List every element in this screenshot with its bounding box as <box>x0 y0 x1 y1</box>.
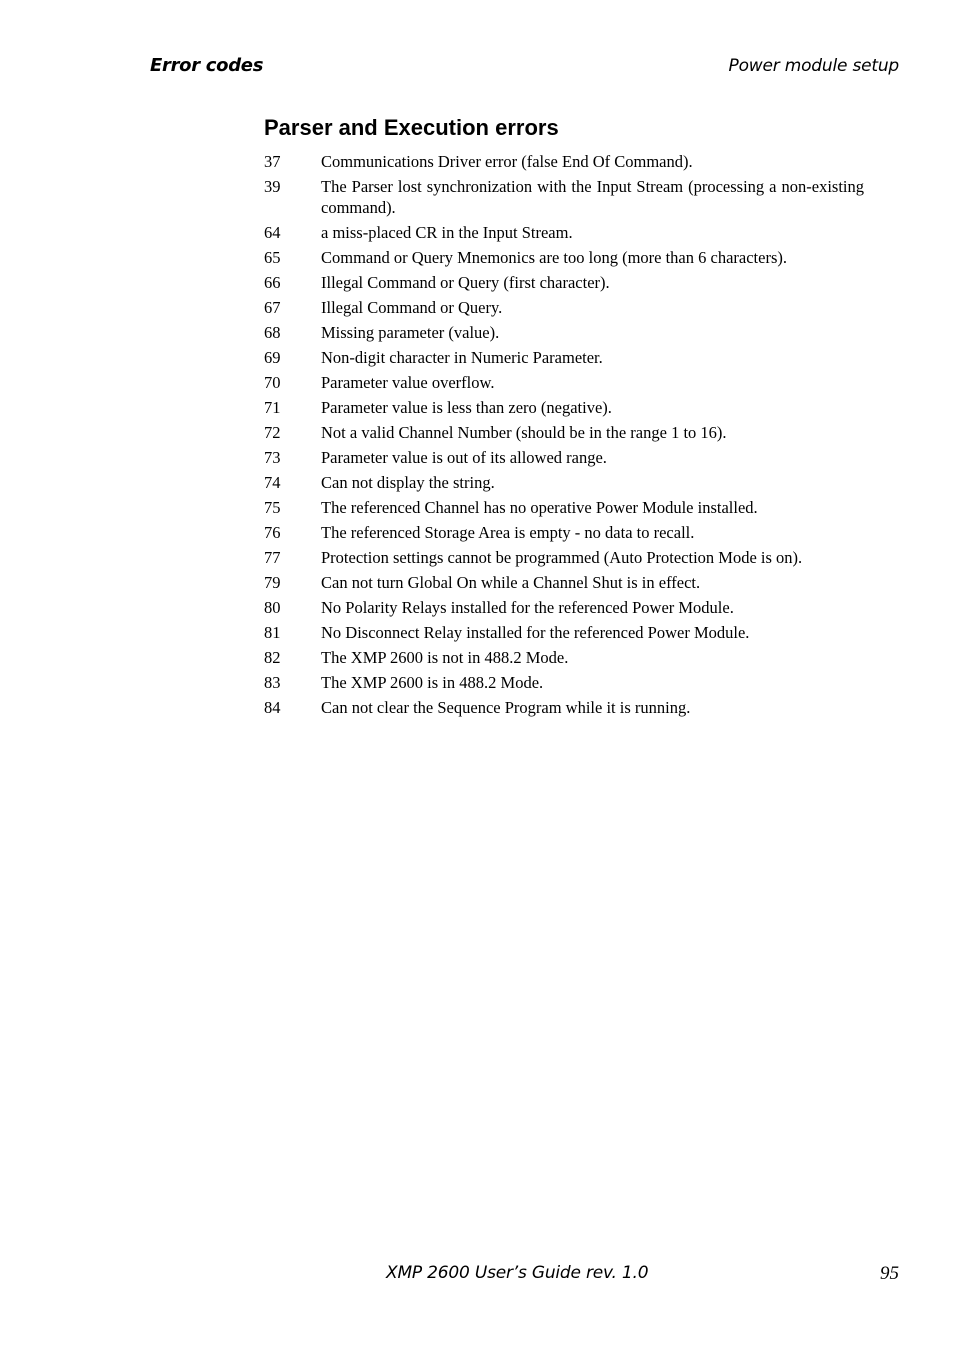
list-item <box>264 247 864 268</box>
error-code: 73 <box>264 448 281 467</box>
list-item <box>264 622 864 643</box>
list-item <box>264 272 864 293</box>
list-item <box>264 647 864 668</box>
error-description: Communications Driver error (false End Of Command). <box>321 152 693 171</box>
footer-guide-title: XMP 2600 User’s Guide rev. 1.0 <box>386 1263 649 1283</box>
list-item <box>264 472 864 493</box>
list-item <box>264 497 864 518</box>
list-item <box>264 697 864 718</box>
list-item <box>264 297 864 318</box>
list-item <box>264 151 864 172</box>
error-description: Can not clear the Sequence Program while it is running. <box>321 698 691 717</box>
error-code: 79 <box>264 573 281 592</box>
error-code: 75 <box>264 498 281 517</box>
error-description: No Polarity Relays installed for the referenced Power Module. <box>321 598 734 617</box>
error-description: Non-digit character in Numeric Parameter. <box>321 348 603 367</box>
error-code: 81 <box>264 623 281 642</box>
error-code: 64 <box>264 223 281 242</box>
error-description: The referenced Storage Area is empty - no data to recall. <box>321 523 695 542</box>
list-item <box>264 597 864 618</box>
error-description: The Parser lost synchronization with the Input Stream (processing a non-existing command). <box>321 177 864 217</box>
list-item <box>264 222 864 243</box>
error-code: 71 <box>264 398 281 417</box>
header-chapter-title: Error codes <box>150 55 264 76</box>
header-section-title: Power module setup <box>728 56 899 76</box>
error-code: 77 <box>264 548 281 567</box>
error-code: 76 <box>264 523 281 542</box>
error-code: 37 <box>264 152 281 171</box>
list-item <box>264 397 864 418</box>
error-code: 67 <box>264 298 281 317</box>
error-code: 74 <box>264 473 281 492</box>
error-description: The XMP 2600 is not in 488.2 Mode. <box>321 648 569 667</box>
list-item <box>264 372 864 393</box>
error-description: Parameter value is less than zero (negative). <box>321 398 612 417</box>
list-item <box>264 347 864 368</box>
error-code: 84 <box>264 698 281 717</box>
list-item <box>264 176 864 218</box>
error-code: 80 <box>264 598 281 617</box>
error-description: Command or Query Mnemonics are too long (more than 6 characters). <box>321 248 787 267</box>
list-item <box>264 447 864 468</box>
list-item <box>264 572 864 593</box>
error-code: 39 <box>264 177 281 196</box>
error-code: 72 <box>264 423 281 442</box>
error-code: 68 <box>264 323 281 342</box>
error-description: Not a valid Channel Number (should be in the range 1 to 16). <box>321 423 727 442</box>
error-code: 65 <box>264 248 281 267</box>
error-description: Protection settings cannot be programmed (Auto Protection Mode is on). <box>321 548 803 567</box>
list-item <box>264 422 864 443</box>
error-code-list <box>264 151 864 722</box>
list-item <box>264 522 864 543</box>
error-description: The XMP 2600 is in 488.2 Mode. <box>321 673 544 692</box>
error-description: Illegal Command or Query. <box>321 298 503 317</box>
error-description: Parameter value overflow. <box>321 373 495 392</box>
error-description: Can not display the string. <box>321 473 495 492</box>
list-item <box>264 672 864 693</box>
error-code: 70 <box>264 373 281 392</box>
error-description: Parameter value is out of its allowed range. <box>321 448 607 467</box>
error-description: The referenced Channel has no operative Power Module installed. <box>321 498 758 517</box>
page-number: 95 <box>880 1263 899 1284</box>
error-description: Missing parameter (value). <box>321 323 500 342</box>
error-code: 69 <box>264 348 281 367</box>
error-code: 82 <box>264 648 281 667</box>
error-description: a miss-placed CR in the Input Stream. <box>321 223 573 242</box>
error-description: Illegal Command or Query (first character). <box>321 273 610 292</box>
list-item <box>264 322 864 343</box>
error-code: 66 <box>264 273 281 292</box>
error-code: 83 <box>264 673 281 692</box>
page-title: Parser and Execution errors <box>264 115 559 140</box>
error-description: Can not turn Global On while a Channel Shut is in effect. <box>321 573 701 592</box>
list-item <box>264 547 864 568</box>
error-description: No Disconnect Relay installed for the referenced Power Module. <box>321 623 750 642</box>
